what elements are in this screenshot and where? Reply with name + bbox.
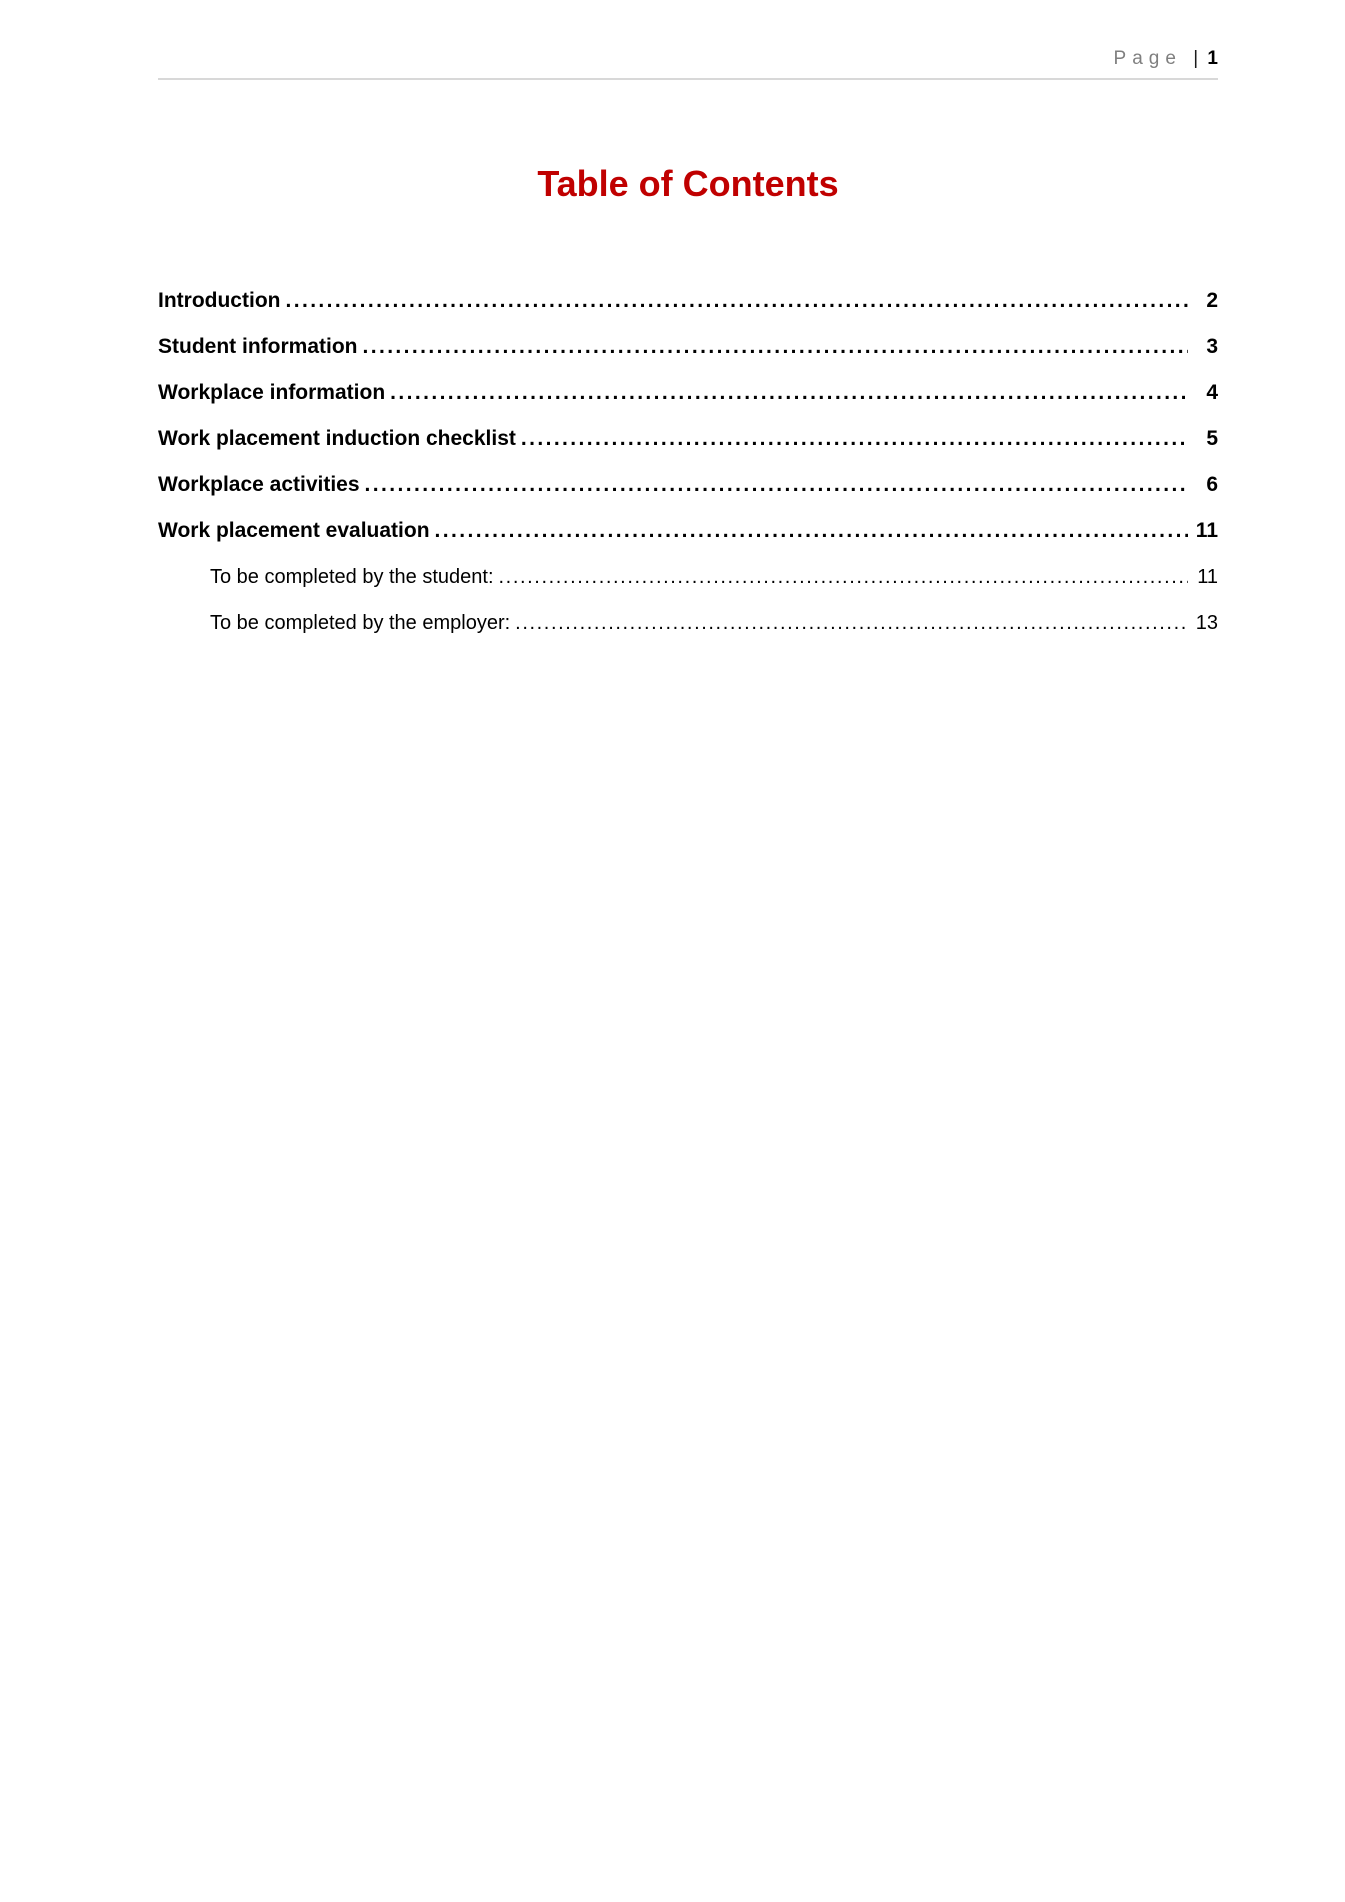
- toc-leader-dots: [357, 333, 1188, 361]
- toc-entry-label: To be completed by the employer:: [210, 612, 511, 634]
- toc-entry-page: 11: [1197, 566, 1218, 588]
- toc-entry-label: Workplace activities: [158, 473, 360, 496]
- toc-entry-page: 13: [1195, 612, 1218, 634]
- toc-entry: [158, 425, 1218, 453]
- toc-entry-label: Introduction: [158, 289, 281, 312]
- toc-entry: [158, 517, 1218, 545]
- toc-leader-dots: [430, 517, 1188, 545]
- toc-leader-dots: [516, 425, 1188, 453]
- toc-entry-page: 5: [1206, 427, 1218, 450]
- toc-entry: [158, 333, 1218, 361]
- header-divider: [158, 78, 1218, 80]
- toc-entry-label: To be completed by the student:: [210, 566, 494, 588]
- toc-entry-page: 4: [1206, 381, 1218, 404]
- page-title: Table of Contents: [537, 163, 839, 204]
- toc-entry: [158, 563, 1218, 591]
- toc-leader-dots: [280, 287, 1188, 315]
- toc-entry-label: Workplace information: [158, 381, 386, 404]
- toc-leader-dots: [360, 471, 1188, 499]
- toc-entry-label: Work placement evaluation: [158, 519, 430, 542]
- toc-list: [158, 287, 1218, 637]
- page-header: [158, 46, 1218, 72]
- toc-entry: [158, 379, 1218, 407]
- toc-leader-dots: [385, 379, 1188, 407]
- toc-leader-dots: [494, 563, 1188, 591]
- toc-leader-dots: [510, 609, 1188, 637]
- toc-entry-page: 2: [1206, 289, 1218, 312]
- toc-entry-page: 11: [1195, 519, 1218, 542]
- toc-entry: [158, 609, 1218, 637]
- toc-entry-label: Work placement induction checklist: [158, 427, 516, 450]
- page-header-number: 1: [1207, 48, 1218, 69]
- page-header-label: Page: [1113, 48, 1182, 69]
- toc-entry: [158, 287, 1218, 315]
- page-header-separator: |: [1193, 48, 1199, 69]
- toc-entry-label: Student information: [158, 335, 358, 358]
- toc-entry-page: 3: [1206, 335, 1218, 358]
- toc-entry: [158, 471, 1218, 499]
- toc-entry-page: 6: [1206, 473, 1218, 496]
